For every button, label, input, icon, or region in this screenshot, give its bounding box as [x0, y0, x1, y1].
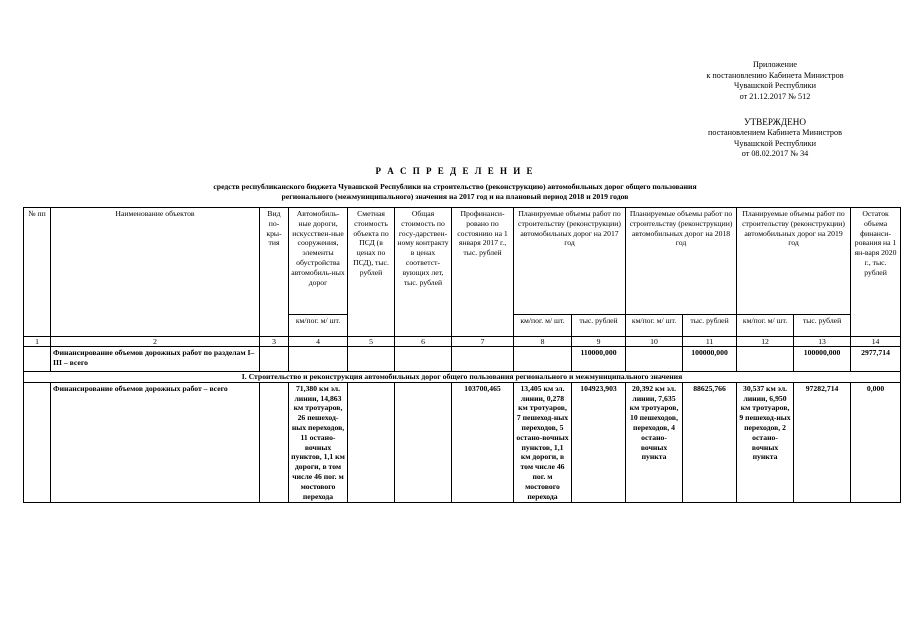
header-type: Вид по-кры-тия — [260, 208, 289, 337]
cell-funded: 103700,465 — [452, 382, 514, 503]
cell-name: Финансирование объемов дорожных работ по разделам I–III – всего — [51, 347, 260, 372]
cell-roads — [289, 347, 348, 372]
unit-km: км/пог. м/ шт. — [737, 315, 794, 337]
column-number: 7 — [452, 337, 514, 347]
cell-num — [24, 347, 51, 372]
header-2018: Планируемые объемы работ по строительству (реконструкции) автомобильных дорог на 2018 год — [626, 208, 737, 315]
approved-line: от 08.02.2017 № 34 — [741, 149, 809, 159]
distribution-table — [23, 207, 901, 503]
approved-block — [690, 117, 860, 160]
column-number: 8 — [514, 337, 572, 347]
cell-name: Финансирование объемов дорожных работ – всего — [51, 382, 260, 503]
cell-2018-km: 20,392 км эл. линии, 7,635 км тротуаров, 10 пешеходов, переходов, 4 остано-вочных пункта — [626, 382, 683, 503]
header-roads: Автомобиль-ные дороги, искусствен-ные сооружения, элементы обустройства автомобиль-ных дорог — [289, 208, 348, 315]
unit-thousand: тыс. рублей — [683, 315, 737, 337]
column-number: 9 — [572, 337, 626, 347]
cell-type — [260, 347, 289, 372]
appendix-block — [690, 60, 860, 102]
document-subtitle — [125, 182, 785, 202]
approved-line: Чувашской Республики — [734, 138, 816, 148]
approved-heading: УТВЕРЖДЕНО — [743, 117, 807, 127]
unit-km: км/пог. м/ шт. — [626, 315, 683, 337]
subtitle-line: средств республиканского бюджета Чувашской Республики на строительство (реконструкцию) автомобильных дорог общего пользования — [213, 182, 697, 191]
table-row — [24, 382, 901, 503]
cell-2018-sum: 88625,766 — [683, 382, 737, 503]
header-row — [24, 208, 901, 315]
cell-contract — [395, 347, 452, 372]
cell-roads: 71,380 км эл. линии, 14,863 км тротуаров, 26 пешеход-ных переходов, 11 остано-вочных пунктов, 1,1 км дороги, в том числе 46 пог. м мостового перехода — [289, 382, 348, 503]
cell-2019-km — [737, 347, 794, 372]
column-number: 13 — [794, 337, 851, 347]
column-number: 1 — [24, 337, 51, 347]
header-name: Наименование объектов — [51, 208, 260, 337]
cell-remain: 0,000 — [851, 382, 901, 503]
appendix-line: Приложение — [753, 60, 797, 69]
cell-contract — [395, 382, 452, 503]
header-num: № пп — [24, 208, 51, 337]
column-number: 5 — [348, 337, 395, 347]
cell-remain: 2977,714 — [851, 347, 901, 372]
unit-thousand: тыс. рублей — [572, 315, 626, 337]
document-title: Р А С П Р Е Д Е Л Е Н И Е — [375, 166, 535, 176]
header-2019: Планируемые объемы работ по строительству (реконструкции) автомобильных дорог на 2019 год — [737, 208, 851, 315]
column-number: 6 — [395, 337, 452, 347]
unit-thousand: тыс. рублей — [794, 315, 851, 337]
column-number: 10 — [626, 337, 683, 347]
section-title: I. Строительство и реконструкция автомобильных дорог общего пользования регионального и межмуниципального значения — [24, 372, 901, 383]
cell-estimate — [348, 382, 395, 503]
unit-km: км/пог. м/ шт. — [514, 315, 572, 337]
header-remain: Остаток объема финанси-рования на 1 ян-варя 2020 г., тыс. рублей — [851, 208, 901, 337]
header-contract: Общая стоимость по госу-дарствен-ному контракту в ценах соответст-вующих лет, тыс. рублей — [395, 208, 452, 337]
column-number-row — [24, 337, 901, 347]
subtitle-line: регионального (межмуниципального) значения на 2017 год и на плановый период 2018 и 2019 годов — [281, 192, 629, 201]
column-number: 2 — [51, 337, 260, 347]
cell-num — [24, 382, 51, 503]
cell-type — [260, 382, 289, 503]
table-row — [24, 347, 901, 372]
header-2017: Планируемые объемы работ по строительству (реконструкции) автомобильных дорог на 2017 год — [514, 208, 626, 315]
appendix-line: Чувашской Республики — [734, 81, 816, 91]
column-number: 12 — [737, 337, 794, 347]
appendix-line: от 21.12.2017 № 512 — [739, 91, 811, 101]
cell-2018-km — [626, 347, 683, 372]
cell-2019-sum: 97282,714 — [794, 382, 851, 503]
cell-2019-km: 30,537 км эл. линии, 6,950 км тротуаров, 9 пешеход-ных переходов, 2 остано-вочных пункта — [737, 382, 794, 503]
cell-2019-sum: 100000,000 — [794, 347, 851, 372]
column-number: 14 — [851, 337, 901, 347]
appendix-line: к постановлению Кабинета Министров — [706, 70, 844, 80]
column-number: 3 — [260, 337, 289, 347]
column-number: 11 — [683, 337, 737, 347]
unit-km: км/пог. м/ шт. — [289, 315, 348, 337]
cell-2017-km — [514, 347, 572, 372]
cell-2017-sum: 110000,000 — [572, 347, 626, 372]
cell-2018-sum: 100000,000 — [683, 347, 737, 372]
column-number: 4 — [289, 337, 348, 347]
cell-2017-sum: 104923,903 — [572, 382, 626, 503]
header-estimate: Сметная стоимость объекта по ПСД (в ценах по ПСД), тыс. рублей — [348, 208, 395, 337]
header-funded: Профинанси-ровано по состоянию на 1 января 2017 г., тыс. рублей — [452, 208, 514, 337]
cell-estimate — [348, 347, 395, 372]
cell-2017-km: 13,405 км эл. линии, 0,278 км тротуаров, 7 пешеход-ных переходов, 5 остано-вочных пунктов, 1,1 км дороги, в том числе 46 пог. м мостового перехода — [514, 382, 572, 503]
cell-funded — [452, 347, 514, 372]
section-row — [24, 372, 901, 383]
approved-line: постановлением Кабинета Министров — [708, 128, 842, 137]
